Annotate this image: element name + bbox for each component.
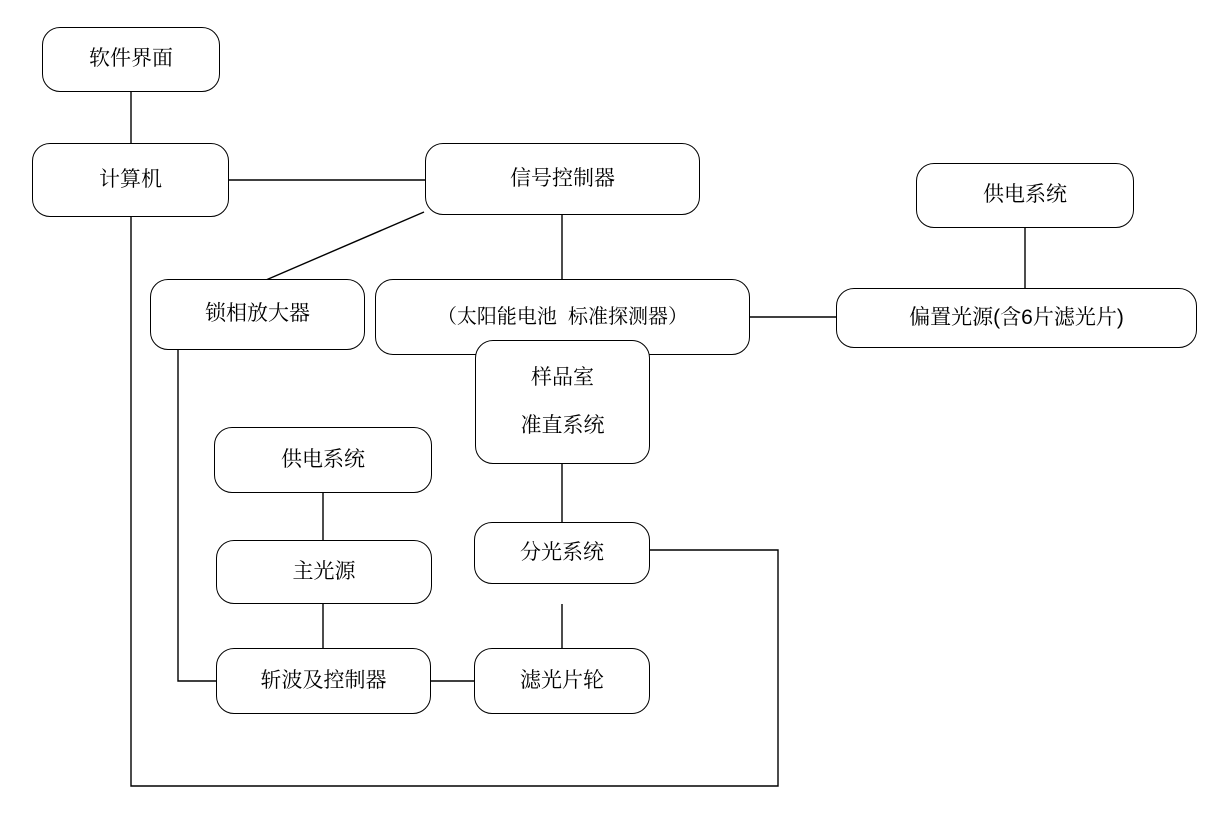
node-power-supply-right[interactable]: [916, 163, 1134, 228]
node-filter-wheel[interactable]: [474, 648, 650, 714]
node-sample-chamber[interactable]: [475, 340, 650, 464]
node-spectrometer[interactable]: [474, 522, 650, 584]
node-collimation-system-label: 准直系统: [520, 414, 605, 437]
node-signal-controller-label: 信号控制器: [510, 166, 615, 190]
node-main-light-source-label: 主光源: [292, 559, 356, 583]
node-chopper-controller-label: 斩波及控制器: [260, 668, 387, 692]
edge-lock-in-amplifier-to-chopper: [178, 350, 216, 681]
node-computer[interactable]: [32, 143, 229, 217]
node-filter-wheel-label: 滤光片轮: [520, 668, 604, 692]
edge-signal-controller-to-lock-in-amplifier: [259, 212, 424, 283]
node-sample-chamber-head-label: （太阳能电池 标准探测器）: [436, 305, 689, 328]
node-software-ui-label: 软件界面: [89, 47, 173, 71]
node-bias-light-source[interactable]: [836, 288, 1197, 348]
node-computer-label: 计算机: [99, 167, 162, 191]
node-lock-in-amplifier-label: 锁相放大器: [205, 302, 310, 326]
node-chopper-controller[interactable]: [216, 648, 431, 714]
node-signal-controller[interactable]: [425, 143, 700, 215]
node-lock-in-amplifier[interactable]: [150, 279, 365, 350]
node-spectrometer-label: 分光系统: [520, 540, 604, 564]
node-power-supply-left-label: 供电系统: [281, 447, 365, 471]
node-main-light-source[interactable]: [216, 540, 432, 604]
node-power-supply-left[interactable]: [214, 427, 432, 493]
node-power-supply-right-label: 供电系统: [983, 183, 1067, 207]
node-sample-chamber-label: 样品室: [531, 365, 594, 389]
node-bias-light-source-label: 偏置光源(含6片滤光片): [909, 305, 1124, 329]
node-software-ui[interactable]: [42, 27, 220, 92]
